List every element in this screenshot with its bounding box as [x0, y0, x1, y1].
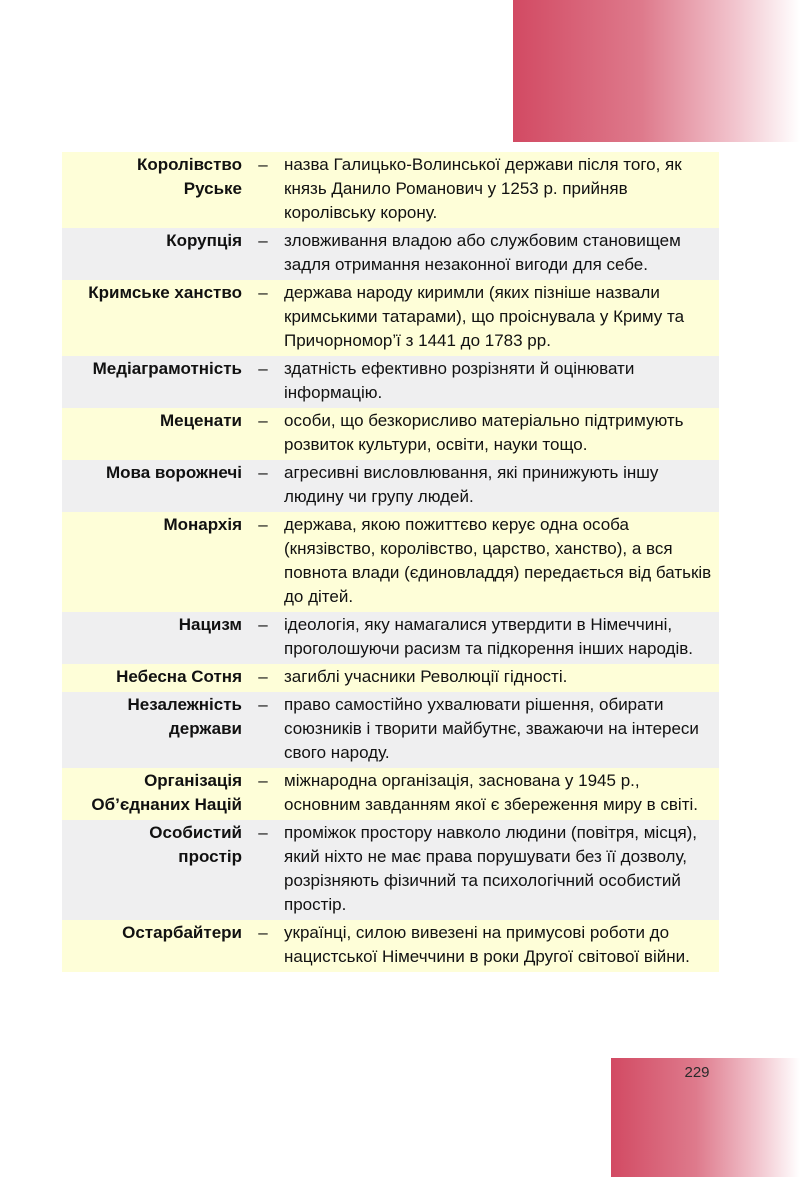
decorative-corner-top: [513, 0, 800, 142]
glossary-term: Медіаграмотність: [92, 359, 242, 378]
dash-separator: –: [258, 823, 268, 842]
glossary-row: [62, 612, 719, 664]
glossary-term: Меценати: [159, 411, 242, 430]
glossary-definition: агресивні висловлювання, які принижують іншу людину чи групу людей.: [284, 463, 659, 506]
glossary-term: Особистий простір: [149, 823, 242, 866]
glossary-row: [62, 692, 719, 768]
glossary-definition: міжнародна організація, заснована у 1945 р., основним завданням якої є збереження миру в світі.: [284, 771, 698, 814]
glossary-definition: держава народу киримли (яких пізніше назвали кримськими татарами), що проіснувала у Криму та Причорномор’ї з 1441 до 1783 рр.: [284, 283, 685, 350]
glossary-term: Кримське ханство: [88, 283, 242, 302]
glossary-definition: назва Галицько-Волинської держави після того, як князь Данило Романович у 1253 р. прийняв королівську корону.: [284, 155, 682, 222]
dash-separator: –: [258, 695, 268, 714]
glossary-row: [62, 152, 719, 228]
glossary-term: Корупція: [166, 231, 242, 250]
glossary-term: Незалежність держави: [127, 695, 242, 738]
glossary-term: Організація Об’єднаних Націй: [91, 771, 242, 814]
glossary-term: Небесна Сотня: [116, 667, 242, 686]
dash-separator: –: [258, 463, 268, 482]
glossary-row: [62, 512, 719, 612]
glossary-definition: українці, силою вивезені на примусові роботи до нацистської Німеччини в роки Другої світової війни.: [284, 923, 690, 966]
glossary-definition: ідеологія, яку намагалися утвердити в Німеччині, проголошуючи расизм та підкорення інших народів.: [284, 615, 694, 658]
dash-separator: –: [258, 923, 268, 942]
glossary-row: [62, 408, 719, 460]
glossary-definition: зловживання владою або службовим становищем задля отримання незаконної вигоди для себе.: [284, 231, 681, 274]
glossary-term: Королівство Руське: [136, 155, 242, 198]
glossary-definition: держава, якою пожиттєво керує одна особа (князівство, королівство, царство, ханство), а вся повнота влади (єдиновладдя) передається від батьків до дітей.: [284, 515, 712, 606]
glossary-row: [62, 664, 719, 692]
glossary-definition: право самостійно ухвалювати рішення, обирати союзників і творити майбутнє, зважаючи на інтереси свого народу.: [284, 695, 699, 762]
dash-separator: –: [258, 667, 268, 686]
glossary-term: Мова ворожнечі: [105, 463, 242, 482]
glossary-term: Остарбайтери: [122, 923, 242, 942]
glossary-row: [62, 920, 719, 972]
glossary-term: Нацизм: [178, 615, 242, 634]
glossary-row: [62, 228, 719, 280]
dash-separator: –: [258, 359, 268, 378]
glossary-row: [62, 768, 719, 820]
glossary-definition: проміжок простору навколо людини (повітря, місця), який ніхто не має права порушувати без її дозволу, розрізняють фізичний та психологічний особистий простір.: [284, 823, 698, 914]
dash-separator: –: [258, 771, 268, 790]
dash-separator: –: [258, 283, 268, 302]
dash-separator: –: [258, 615, 268, 634]
dash-separator: –: [258, 515, 268, 534]
glossary-row: [62, 460, 719, 512]
glossary-term: Монархія: [163, 515, 242, 534]
dash-separator: –: [258, 231, 268, 250]
glossary-table: [62, 152, 719, 972]
glossary-row: [62, 280, 719, 356]
dash-separator: –: [258, 411, 268, 430]
page-number: 229: [684, 1064, 710, 1081]
dash-separator: –: [258, 155, 268, 174]
glossary-definition: особи, що безкорисливо матеріально підтримують розвиток культури, освіти, науки тощо.: [284, 411, 684, 454]
glossary-definition: загиблі учасники Революції гідності.: [284, 667, 568, 686]
glossary-row: [62, 356, 719, 408]
glossary-row: [62, 820, 719, 920]
glossary-definition: здатність ефективно розрізняти й оцінювати інформацію.: [284, 359, 635, 402]
